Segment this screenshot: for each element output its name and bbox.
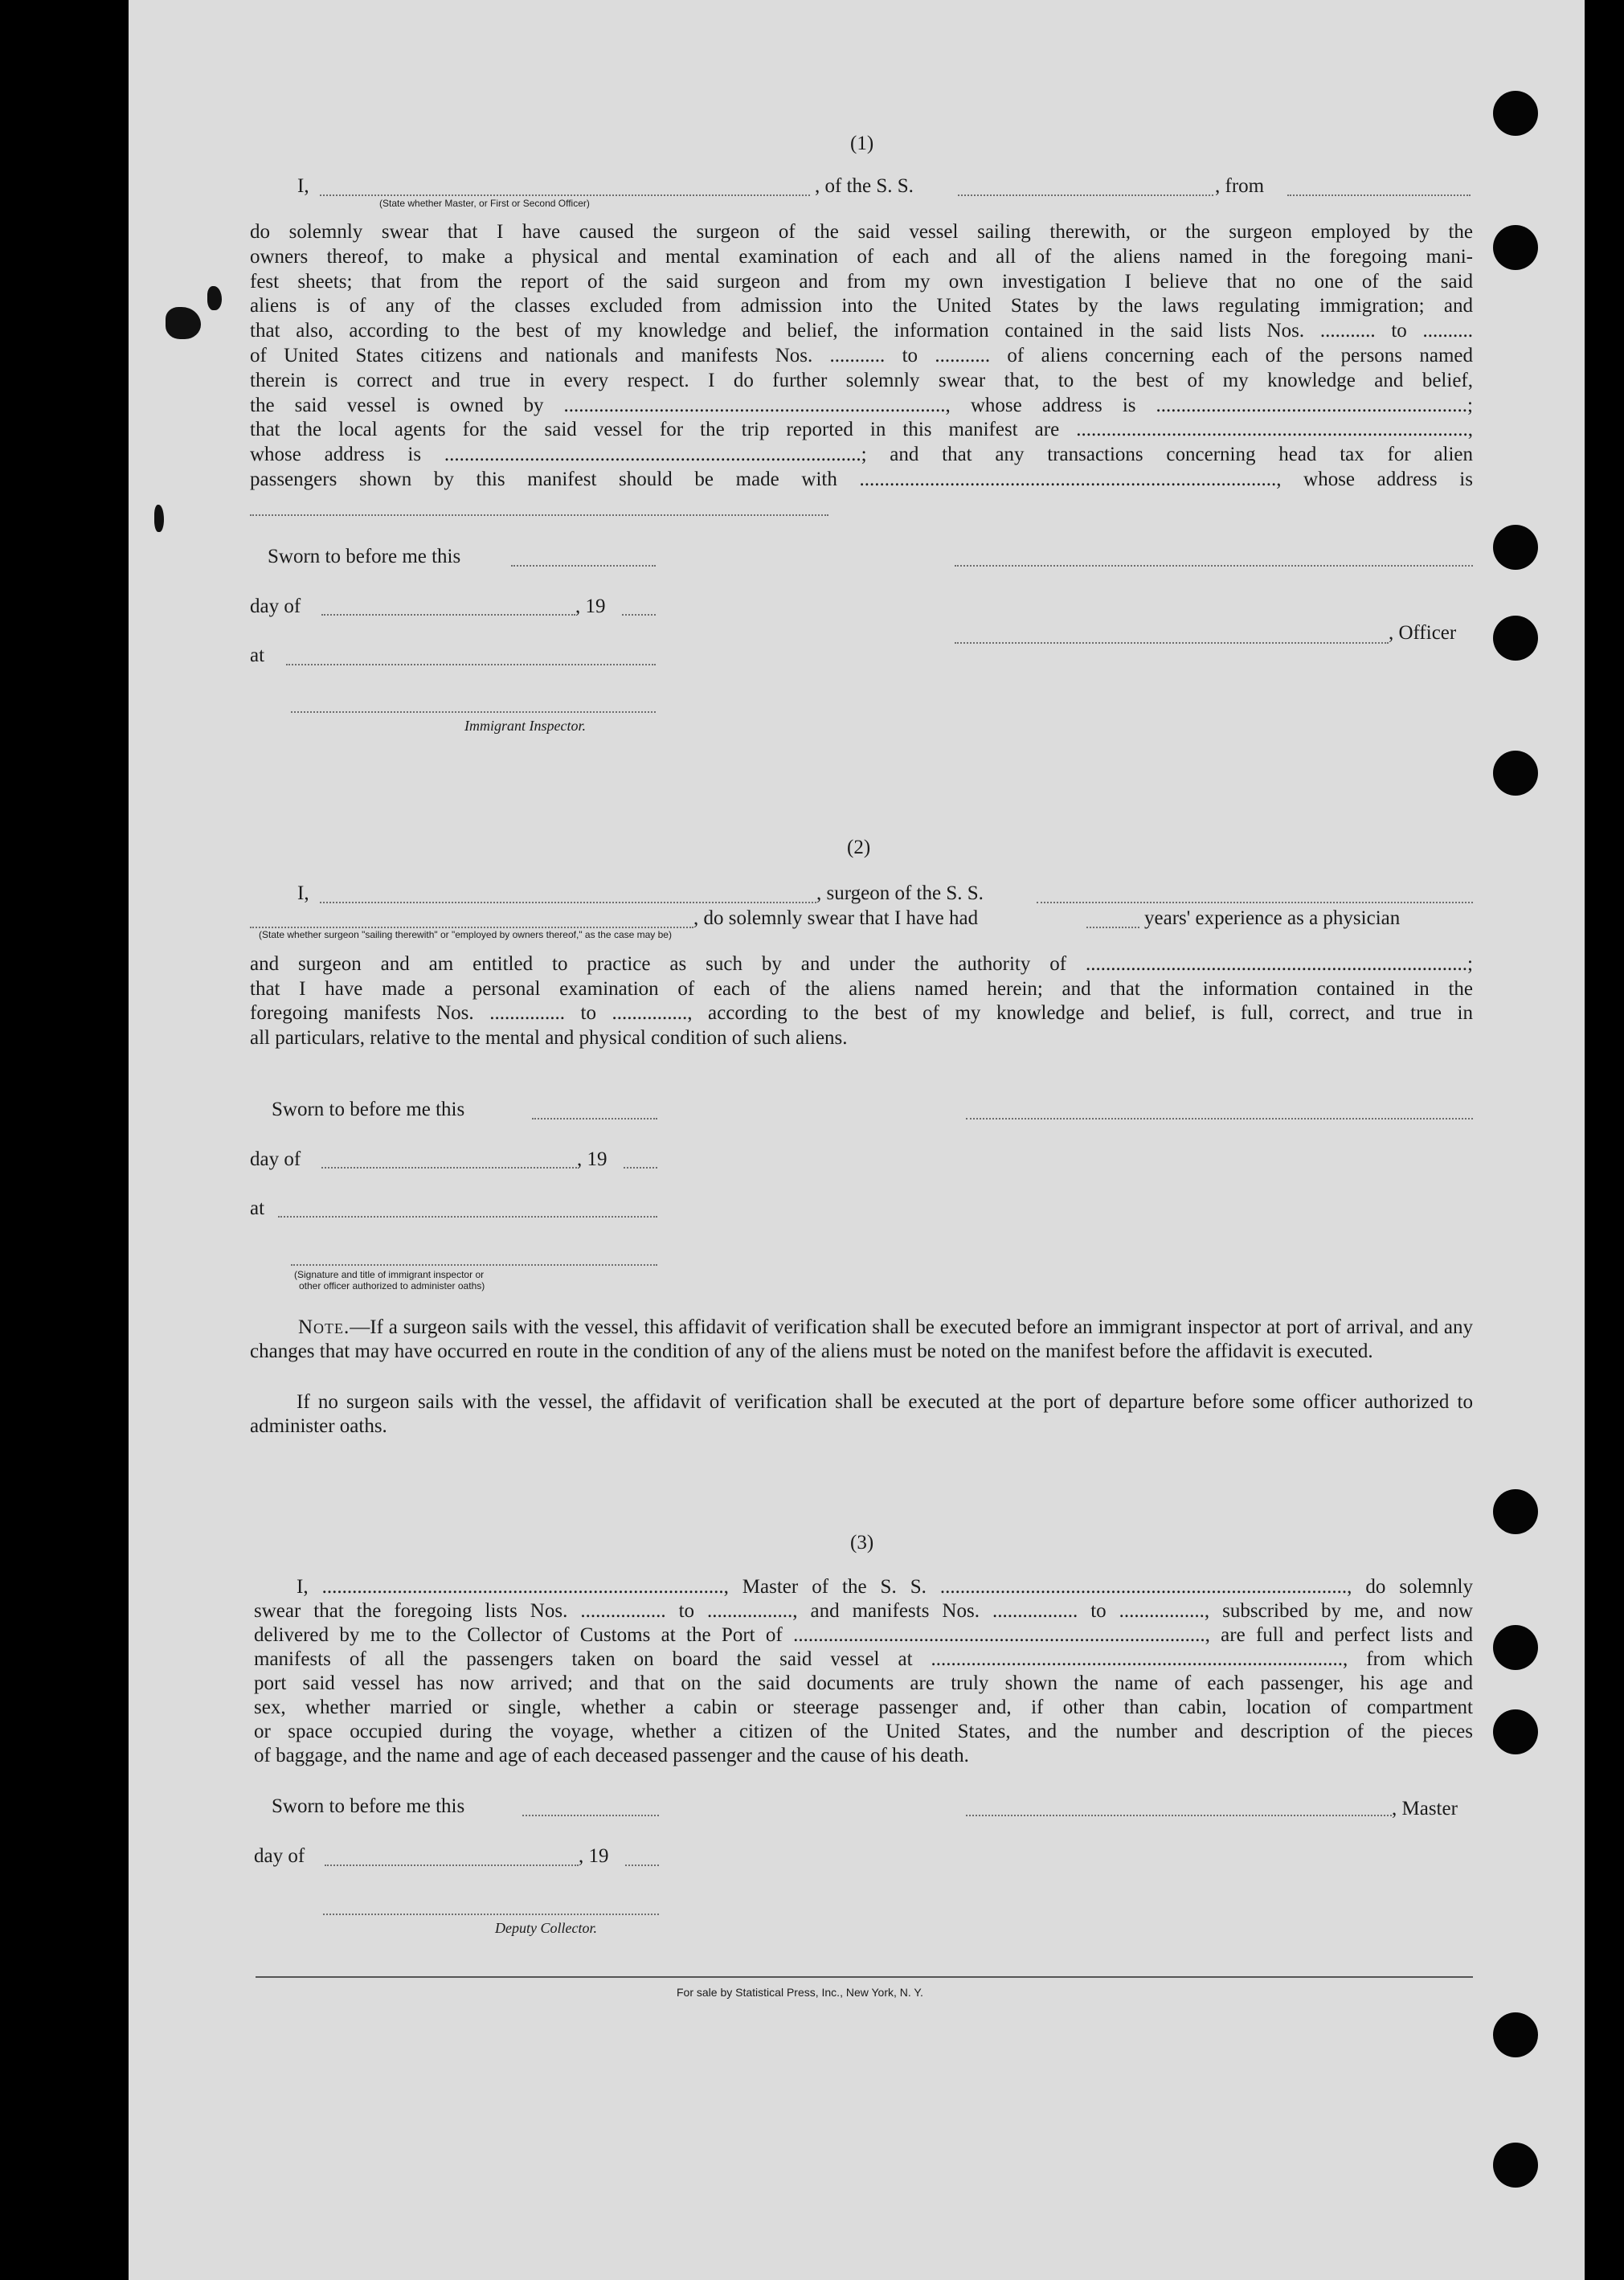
- oath-line: therein is correct and true in every respect. I do further solemnly swear that, to the best of my knowledge and belief,: [250, 370, 1473, 391]
- at-label: at: [250, 645, 265, 666]
- surgeon-i-label: I,: [297, 882, 309, 904]
- sworn-label: Sworn to before me this: [272, 1099, 465, 1120]
- oath-line: or space occupied during the voyage, whether a citizen of the United States, and the number and description of the pieces: [254, 1721, 1473, 1742]
- binder-hole: [1493, 1625, 1538, 1670]
- place-blank: [278, 1216, 657, 1218]
- surgeon-name-blank: [320, 902, 816, 903]
- oath-line: and surgeon and am entitled to practice as such by and under the authority of ............................................................................;: [250, 953, 1473, 975]
- binder-hole: [1493, 2012, 1538, 2057]
- place-blank: [286, 664, 656, 665]
- officer-note: (State whether Master, or First or Second Officer): [379, 198, 590, 209]
- oath-line: the said vessel is owned by ............................................................................, whose address is ..............................................................;: [250, 395, 1473, 416]
- signature-blank: [955, 565, 1473, 567]
- oath-line: of baggage, and the name and age of each deceased passenger and the cause of his death.: [254, 1745, 969, 1766]
- binder-hole: [1493, 1709, 1538, 1754]
- sailing-status-blank: [250, 927, 693, 928]
- years-label: years' experience as a physician: [1144, 907, 1401, 929]
- oath-line: that the local agents for the said vessel for the trip reported in this manifest are ..............................................................................,: [250, 419, 1473, 440]
- inspector-signature-blank: [291, 711, 656, 713]
- signature-caption-line-1: (Signature and title of immigrant inspector or: [294, 1269, 485, 1280]
- binder-hole: [1493, 2143, 1538, 2188]
- oath-line: do solemnly swear that I have caused the surgeon of the said vessel sailing therewith, or the surgeon employed by the: [250, 221, 1473, 243]
- binder-hole: [1493, 225, 1538, 270]
- note-text: —If a surgeon sails with the vessel, this affidavit of verification shall be executed before an immigrant inspector at port of arrival, and any changes that may have occurred en route in the condition of any of the aliens must be noted on the manifest before the affidavit is executed.: [250, 1316, 1473, 1362]
- year-blank: [625, 1865, 659, 1866]
- officer-label: , Officer: [1389, 622, 1457, 644]
- oath-line: fest sheets; that from the report of the said surgeon and from my own investigation I believe that no one of the said: [250, 271, 1473, 293]
- master-signature-blank: [966, 1815, 1392, 1816]
- signature-caption-line-2: other officer authorized to administer oaths): [299, 1280, 485, 1291]
- master-label: , Master: [1392, 1798, 1458, 1819]
- surgeon-signature-blank: [966, 1118, 1473, 1120]
- oath-line: owners thereof, to make a physical and mental examination of each and all of the aliens named in the foregoing mani-: [250, 246, 1473, 268]
- ink-blot: [154, 505, 164, 532]
- binder-hole: [1493, 1489, 1538, 1534]
- oath-line: of United States citizens and nationals and manifests Nos. ........... to ........... of aliens concerning each of the persons named: [250, 345, 1473, 366]
- surgeon-of-ss-label: , surgeon of the S. S.: [816, 882, 984, 904]
- years-blank: [1086, 927, 1139, 928]
- day-of-label: day of: [250, 596, 301, 617]
- sworn-label: Sworn to before me this: [268, 546, 461, 567]
- at-label: at: [250, 1197, 265, 1219]
- address-continuation-blank: [250, 514, 828, 516]
- binder-hole: [1493, 751, 1538, 796]
- binder-hole: [1493, 91, 1538, 136]
- sworn-day-blank: [511, 565, 656, 567]
- ink-blot: [166, 307, 201, 339]
- from-label: , from: [1215, 175, 1265, 197]
- oath-line: all particulars, relative to the mental and physical condition of such aliens.: [250, 1027, 848, 1049]
- sworn-label: Sworn to before me this: [272, 1795, 465, 1817]
- sworn-day-blank: [532, 1118, 657, 1120]
- surgeon-ship-blank: [1037, 902, 1473, 903]
- oath-line: I, ................................................................................, Master of the S. S. ................................................................................., do solemnly: [297, 1576, 1473, 1598]
- year-blank: [624, 1167, 657, 1169]
- note-label: Note.: [298, 1316, 350, 1338]
- footer-rule: [256, 1976, 1473, 1978]
- day-of-label: day of: [250, 1148, 301, 1170]
- binder-hole: [1493, 525, 1538, 570]
- oath-line: aliens is of any of the classes excluded from admission into the United States by the laws regulating immigration; and: [250, 295, 1473, 317]
- month-blank: [321, 614, 575, 616]
- year-blank: [622, 614, 656, 616]
- from-port-blank: [1287, 194, 1471, 196]
- oath-line: foregoing manifests Nos. ............... to ..............., according to the best of my knowledge and belief, is full, correct, and true in: [250, 1002, 1473, 1024]
- officer-name-blank: [320, 194, 810, 196]
- oath-line: that I have made a personal examination of each of the aliens named herein; and that the information contained in the: [250, 978, 1473, 1000]
- oath-line: delivered by me to the Collector of Customs at the Port of .................................................................................., are full and perfect lists and: [254, 1624, 1473, 1646]
- ink-blot: [207, 286, 222, 310]
- section-2-number: (2): [847, 837, 871, 858]
- binder-hole: [1493, 616, 1538, 661]
- note-paragraph: [250, 1316, 1473, 1364]
- oath-line: passengers shown by this manifest should be made with ..................................................................................., whose address is: [250, 469, 1473, 490]
- oath-line: swear that the foregoing lists Nos. ................. to ................., and manifests Nos. ................. to ................., subscribed by me, and now: [254, 1600, 1473, 1622]
- month-blank: [325, 1865, 579, 1866]
- year-label: , 19: [577, 1148, 607, 1170]
- oath-line: port said vessel has now arrived; and that on the said documents are truly shown the name of each passenger, his age and: [254, 1672, 1473, 1694]
- day-of-label: day of: [254, 1845, 305, 1867]
- month-blank: [321, 1167, 577, 1169]
- swear-label: , do solemnly swear that I have had: [693, 907, 979, 929]
- sworn-day-blank: [522, 1815, 659, 1816]
- sailing-status-note: (State whether surgeon "sailing therewith" or "employed by owners thereof," as the case may be): [259, 929, 672, 940]
- publisher-footer: For sale by Statistical Press, Inc., New York, N. Y.: [677, 1986, 923, 1999]
- collector-signature-blank: [323, 1914, 659, 1915]
- note-paragraph-2: If no surgeon sails with the vessel, the affidavit of verification shall be executed at the port of departure before some officer authorized to administer oaths.: [250, 1391, 1473, 1437]
- year-label: , 19: [579, 1845, 609, 1867]
- collector-caption: Deputy Collector.: [495, 1920, 597, 1936]
- master-i-label: I,: [297, 175, 309, 197]
- oath-line: that also, according to the best of my knowledge and belief, the information contained in the said lists Nos. ........... to ..........: [250, 320, 1473, 342]
- oath-line: sex, whether married or single, whether a cabin or steerage passenger and, if other than cabin, location of compartment: [254, 1697, 1473, 1718]
- officer-signature-blank: [955, 642, 1389, 644]
- section-3-number: (3): [850, 1532, 874, 1553]
- section-1-number: (1): [850, 133, 874, 154]
- inspector-signature-blank: [291, 1264, 657, 1266]
- oath-line: whose address is ...................................................................................; and that any transactions concerning head tax for alien: [250, 444, 1473, 465]
- ship-name-blank: [958, 194, 1213, 196]
- year-label: , 19: [575, 596, 606, 617]
- of-the-ss-label: , of the S. S.: [815, 175, 914, 197]
- oath-line: manifests of all the passengers taken on board the said vessel at .................................................................................., from which: [254, 1648, 1473, 1670]
- inspector-caption: Immigrant Inspector.: [464, 718, 586, 734]
